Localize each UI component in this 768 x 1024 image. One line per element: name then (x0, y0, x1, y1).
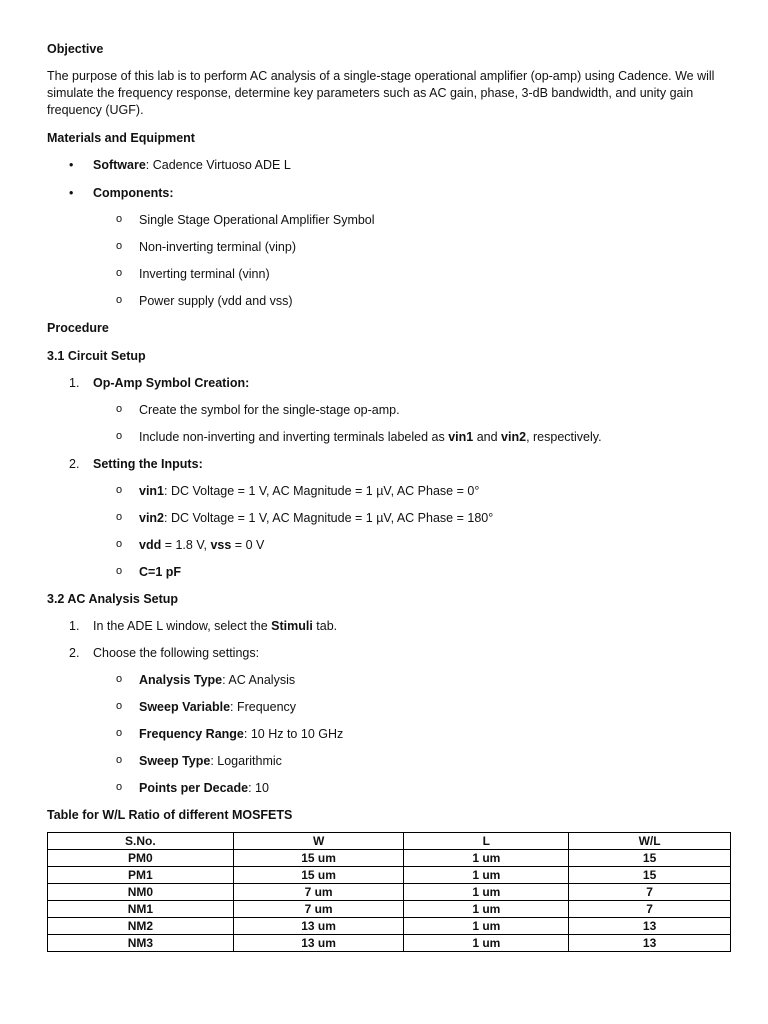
table-row (48, 867, 731, 884)
table-row (48, 918, 731, 935)
sub-item (47, 483, 731, 510)
table-cell: 1 um (404, 901, 569, 918)
table-cell: 15 um (233, 867, 404, 884)
component-text: Power supply (vdd and vss) (139, 294, 293, 308)
procedure-heading: Procedure (47, 321, 109, 335)
table-cell: 1 um (404, 918, 569, 935)
component-item (47, 266, 731, 293)
table-row (48, 850, 731, 867)
circle-bullet-icon: o (116, 754, 123, 766)
table-cell: 13 um (233, 918, 404, 935)
setting-item (47, 726, 731, 753)
circle-bullet-icon: o (116, 565, 123, 577)
table-cell: 15 um (233, 850, 404, 867)
header-wl: W/L (569, 833, 731, 850)
step-text: In the ADE L window, select the (93, 619, 272, 633)
ac-step (47, 618, 731, 645)
setting-value: : Logarithmic (210, 754, 282, 768)
ac-step (47, 645, 731, 672)
table-heading: Table for W/L Ratio of different MOSFETS (47, 808, 293, 822)
vin1-label: vin1 (139, 484, 165, 498)
table-cell: PM1 (48, 867, 234, 884)
table-cell: NM3 (48, 935, 234, 952)
table-cell: 1 um (404, 867, 569, 884)
vss-value: = 0 V (231, 538, 265, 552)
circle-bullet-icon: o (116, 511, 123, 523)
header-sno: S.No. (48, 833, 234, 850)
setting-value: : 10 (248, 781, 269, 795)
setting-value: : 10 Hz to 10 GHz (243, 727, 344, 741)
circle-bullet-icon: o (116, 213, 123, 225)
components-label: Components: (93, 186, 174, 200)
table-row (48, 935, 731, 952)
table-cell: NM1 (48, 901, 234, 918)
software-value: : Cadence Virtuoso ADE L (145, 158, 291, 172)
sub-item (47, 510, 731, 537)
component-item (47, 212, 731, 239)
setting-item (47, 672, 731, 699)
step-number: 2. (69, 457, 80, 471)
vdd-label: vdd (139, 538, 162, 552)
step-number: 1. (69, 619, 80, 633)
step-setting-inputs (47, 456, 731, 483)
circle-bullet-icon: o (116, 727, 123, 739)
circle-bullet-icon: o (116, 240, 123, 252)
setting-label: Frequency Range (139, 727, 244, 741)
setting-value: : Frequency (230, 700, 297, 714)
vss-label: vss (210, 538, 232, 552)
vin1-value: : DC Voltage = 1 V, AC Magnitude = 1 µV, AC Phase = 0° (164, 484, 480, 498)
materials-components-item (47, 185, 731, 212)
circle-bullet-icon: o (116, 673, 123, 685)
circle-bullet-icon: o (116, 294, 123, 306)
setting-label: Points per Decade (139, 781, 249, 795)
table-cell: 7 um (233, 884, 404, 901)
table-cell: 15 (569, 850, 731, 867)
setting-label: Sweep Variable (139, 700, 231, 714)
setting-item (47, 780, 731, 807)
table-cell: NM2 (48, 918, 234, 935)
setting-value: : AC Analysis (222, 673, 296, 687)
step-op-amp-symbol (47, 375, 731, 402)
table-cell: PM0 (48, 850, 234, 867)
table-cell: 1 um (404, 884, 569, 901)
vin2-term: vin2 (501, 430, 527, 444)
sub-item (47, 537, 731, 564)
component-item (47, 293, 731, 320)
sub-item (47, 564, 731, 591)
step-number: 1. (69, 376, 80, 390)
objective-heading: Objective (47, 42, 104, 56)
setting-label: Analysis Type (139, 673, 223, 687)
materials-software-item (47, 152, 731, 185)
vdd-value: = 1.8 V, (161, 538, 211, 552)
vin2-label: vin2 (139, 511, 165, 525)
component-text: Inverting terminal (vinn) (139, 267, 270, 281)
circle-bullet-icon: o (116, 430, 123, 442)
step-label: Op-Amp Symbol Creation (93, 376, 246, 390)
mosfet-ratio-table (47, 832, 731, 952)
table-cell: 13 (569, 918, 731, 935)
objective-body: The purpose of this lab is to perform AC analysis of a single-stage operational amplifier (op-amp) using Cadence. We will simulate the frequency response, determine key parameters such as AC gain, phase, 3-dB bandwidth, and unity gain frequency (UGF). (47, 69, 715, 117)
capacitance-value: C=1 pF (139, 565, 182, 579)
software-label: Software (93, 158, 146, 172)
circle-bullet-icon: o (116, 484, 123, 496)
document-page (47, 41, 731, 952)
component-text: Non-inverting terminal (vinp) (139, 240, 297, 254)
sub-item (47, 429, 731, 456)
step-label: Setting the Inputs (93, 457, 199, 471)
circuit-setup-heading: 3.1 Circuit Setup (47, 349, 146, 363)
vin2-value: : DC Voltage = 1 V, AC Magnitude = 1 µV, AC Phase = 180° (164, 511, 494, 525)
component-item (47, 239, 731, 266)
bullet-icon: • (69, 186, 74, 200)
header-l: L (404, 833, 569, 850)
setting-item (47, 699, 731, 726)
circle-bullet-icon: o (116, 538, 123, 550)
bullet-icon: • (69, 158, 74, 172)
table-cell: NM0 (48, 884, 234, 901)
table-cell: 13 (569, 935, 731, 952)
table-cell: 7 (569, 901, 731, 918)
sub-item-text: and (473, 430, 502, 444)
step-colon: : (245, 376, 250, 390)
step-number: 2. (69, 646, 80, 660)
header-w: W (233, 833, 404, 850)
sub-item (47, 402, 731, 429)
sub-item-text: Create the symbol for the single-stage op-amp. (139, 403, 400, 417)
circle-bullet-icon: o (116, 403, 123, 415)
setting-label: Sweep Type (139, 754, 211, 768)
sub-item-text: , respectively. (526, 430, 602, 444)
materials-heading: Materials and Equipment (47, 131, 195, 145)
table-cell: 7 um (233, 901, 404, 918)
table-cell: 1 um (404, 935, 569, 952)
stimuli-term: Stimuli (271, 619, 313, 633)
sub-item-text: Include non-inverting and inverting terminals labeled as (139, 430, 449, 444)
step-text: tab. (312, 619, 338, 633)
setting-item (47, 753, 731, 780)
circle-bullet-icon: o (116, 267, 123, 279)
step-colon: : (198, 457, 203, 471)
circle-bullet-icon: o (116, 700, 123, 712)
table-cell: 7 (569, 884, 731, 901)
table-row (48, 901, 731, 918)
component-text: Single Stage Operational Amplifier Symbol (139, 213, 375, 227)
table-cell: 15 (569, 867, 731, 884)
table-cell: 1 um (404, 850, 569, 867)
step-text: Choose the following settings: (93, 646, 260, 660)
table-header-row (48, 833, 731, 850)
table-row (48, 884, 731, 901)
vin1-term: vin1 (448, 430, 474, 444)
table-cell: 13 um (233, 935, 404, 952)
circle-bullet-icon: o (116, 781, 123, 793)
ac-setup-heading: 3.2 AC Analysis Setup (47, 592, 179, 606)
